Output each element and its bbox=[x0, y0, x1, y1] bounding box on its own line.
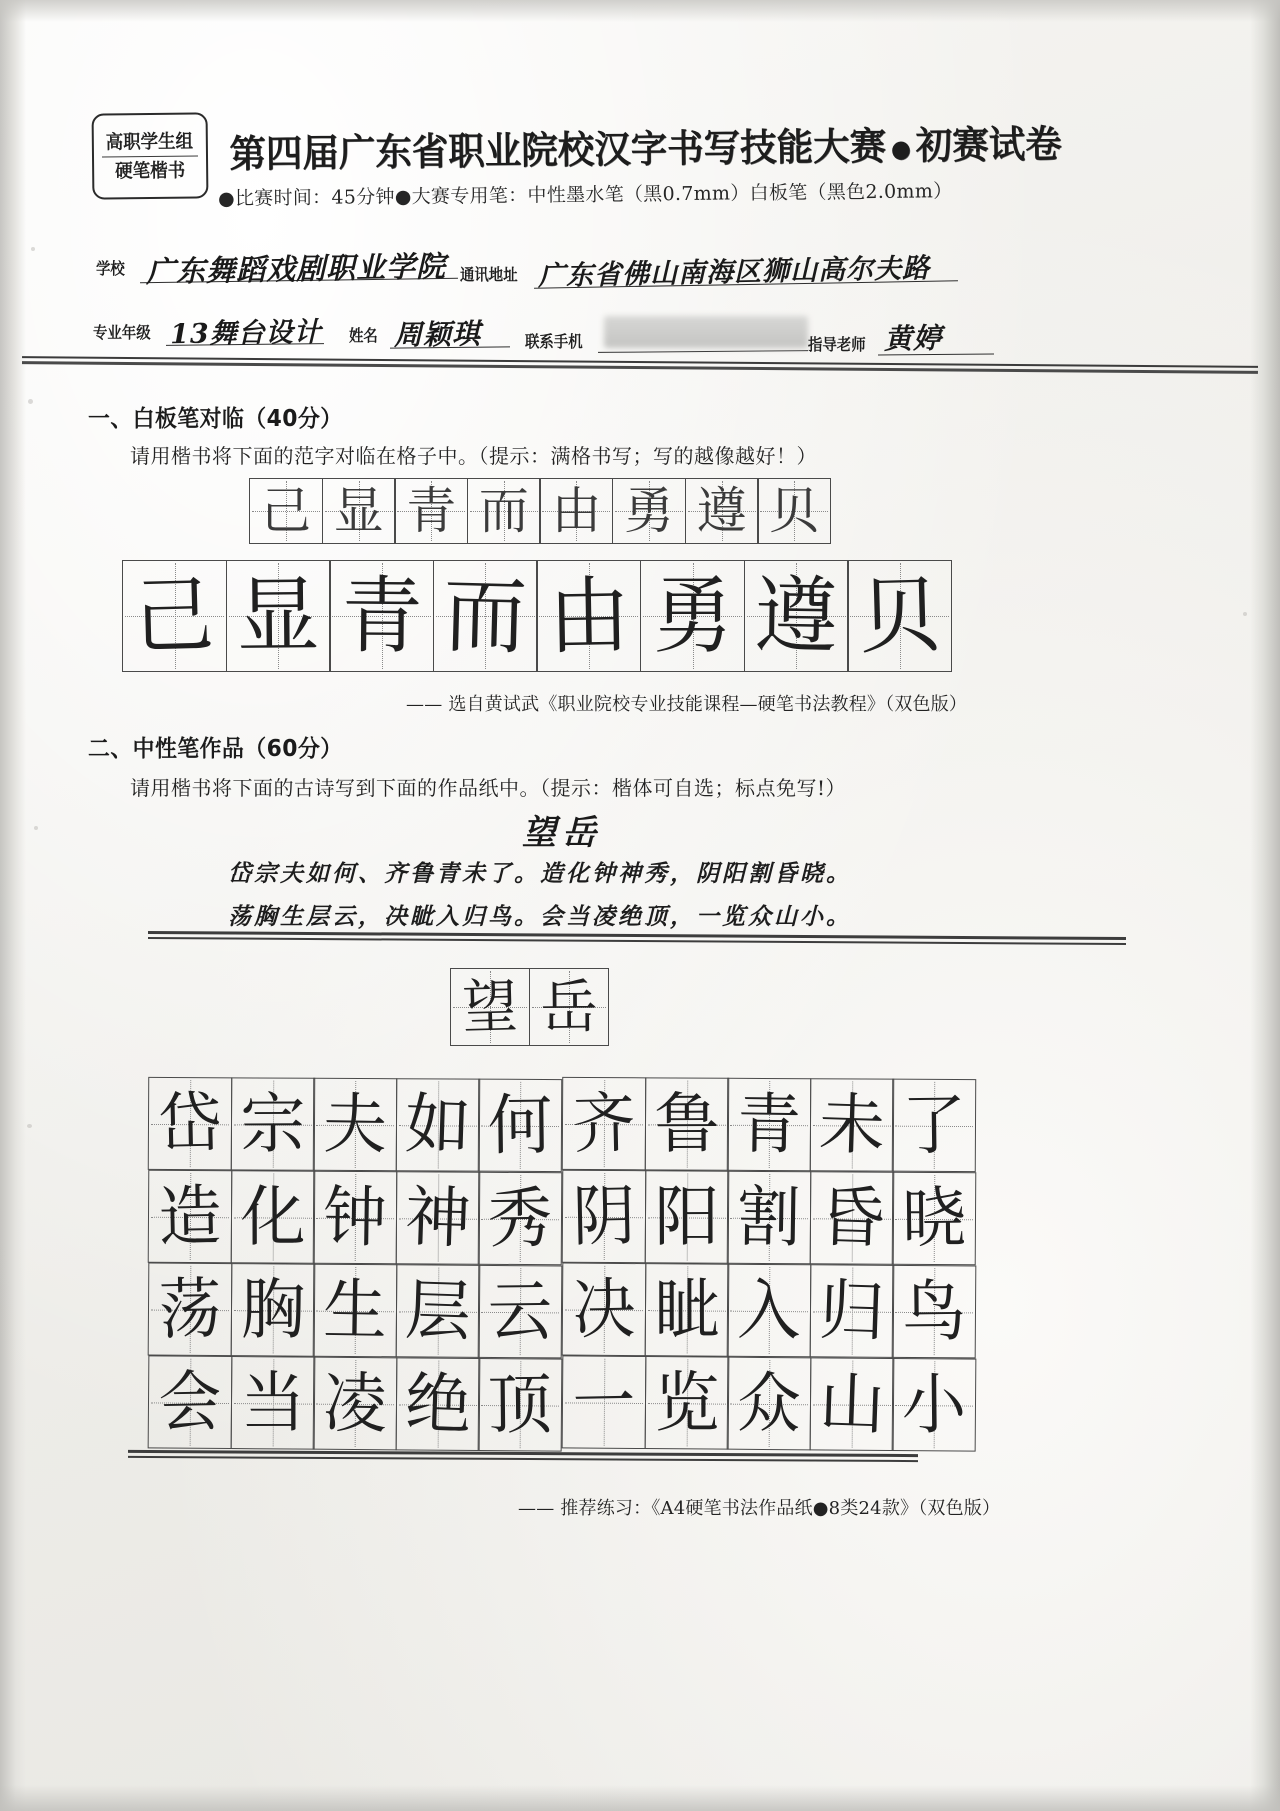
work-char-cell[interactable] bbox=[478, 1079, 562, 1172]
work-char-glyph: 山 bbox=[817, 1364, 887, 1444]
model-char-cell[interactable] bbox=[249, 478, 323, 544]
work-char-cell[interactable] bbox=[396, 1078, 480, 1171]
work-char-glyph: 了 bbox=[901, 1085, 968, 1164]
work-char-cell[interactable] bbox=[644, 1263, 729, 1357]
work-char-glyph: 晓 bbox=[901, 1179, 968, 1257]
work-char-glyph: 眦 bbox=[654, 1270, 720, 1348]
model-char-cell[interactable] bbox=[322, 478, 396, 544]
work-char-glyph: 入 bbox=[736, 1271, 802, 1349]
work-char-glyph: 众 bbox=[736, 1363, 802, 1443]
model-char-glyph: 遵 bbox=[696, 482, 747, 540]
work-char-cell[interactable] bbox=[478, 1265, 563, 1359]
work-char-cell[interactable] bbox=[644, 1356, 729, 1450]
work-char-cell[interactable] bbox=[396, 1264, 481, 1358]
work-char-cell[interactable] bbox=[478, 1358, 563, 1452]
phone-redaction-mask bbox=[604, 316, 808, 348]
work-char-glyph: 鸟 bbox=[901, 1272, 967, 1350]
major-label: 专业年级 bbox=[93, 323, 151, 342]
model-char-cell[interactable] bbox=[394, 478, 468, 544]
practice-char-glyph: 己 bbox=[133, 565, 216, 667]
work-grid-row[interactable] bbox=[148, 1077, 563, 1172]
practice-char-cell[interactable] bbox=[122, 560, 227, 672]
practice-char-cell[interactable] bbox=[744, 560, 849, 672]
header-divider-rule bbox=[22, 356, 1258, 373]
work-char-glyph: 荡 bbox=[157, 1269, 223, 1348]
practice-char-glyph: 勇 bbox=[652, 567, 733, 665]
work-char-glyph: 当 bbox=[240, 1363, 306, 1441]
major-value[interactable]: 13舞台设计 bbox=[169, 316, 322, 351]
work-char-glyph: 化 bbox=[239, 1177, 306, 1256]
page-title bbox=[229, 113, 1062, 178]
work-grid-row[interactable] bbox=[562, 1355, 977, 1451]
work-char-glyph: 览 bbox=[654, 1363, 720, 1441]
work-char-cell[interactable] bbox=[810, 1264, 895, 1358]
work-char-cell[interactable] bbox=[562, 1077, 646, 1170]
teacher-value[interactable]: 黄婷 bbox=[883, 321, 943, 356]
work-char-glyph: 岱 bbox=[157, 1083, 223, 1163]
work-char-cell[interactable] bbox=[230, 1077, 314, 1170]
work-grid-row[interactable] bbox=[148, 1170, 563, 1266]
section-2-attribution: —— 推荐练习：《A4硬笔书法作品纸●8类24款》（双色版） bbox=[518, 1498, 1001, 1519]
address-value[interactable]: 广东省佛山南海区狮山高尔夫路 bbox=[537, 252, 931, 293]
work-title-grid[interactable] bbox=[450, 968, 609, 1046]
work-title-char-glyph: 望 bbox=[461, 972, 519, 1042]
work-char-cell[interactable] bbox=[313, 1264, 398, 1358]
work-char-cell[interactable] bbox=[892, 1172, 977, 1266]
work-char-cell[interactable] bbox=[230, 1356, 315, 1450]
work-char-glyph: 秀 bbox=[487, 1179, 554, 1257]
work-char-cell[interactable] bbox=[809, 1357, 894, 1451]
work-char-cell[interactable] bbox=[810, 1078, 894, 1171]
work-grid-row[interactable] bbox=[562, 1077, 977, 1172]
practice-char-cell[interactable] bbox=[536, 560, 641, 672]
work-char-glyph: 生 bbox=[322, 1271, 388, 1349]
model-char-cell[interactable] bbox=[539, 478, 613, 544]
work-char-cell[interactable] bbox=[148, 1170, 233, 1264]
model-char-grid bbox=[249, 478, 831, 544]
work-grid-row[interactable] bbox=[562, 1170, 977, 1266]
badge-divider bbox=[102, 155, 198, 157]
work-char-cell[interactable] bbox=[148, 1077, 232, 1170]
title-tail-text: 初赛试卷 bbox=[915, 121, 1062, 168]
title-separator-dot: ● bbox=[890, 134, 912, 163]
work-char-cell[interactable] bbox=[562, 1170, 647, 1264]
practice-char-glyph: 贝 bbox=[858, 565, 942, 667]
school-value[interactable]: 广东舞蹈戏剧职业学院 bbox=[145, 249, 447, 289]
practice-char-cell[interactable] bbox=[640, 560, 745, 672]
work-char-cell[interactable] bbox=[727, 1171, 812, 1265]
work-char-cell[interactable] bbox=[313, 1078, 397, 1171]
practice-char-glyph: 青 bbox=[340, 566, 423, 666]
model-char-cell[interactable] bbox=[467, 478, 541, 544]
work-char-glyph: 阳 bbox=[653, 1177, 720, 1256]
work-char-glyph: 阴 bbox=[571, 1176, 637, 1256]
work-char-cell[interactable] bbox=[313, 1357, 398, 1451]
model-char-glyph: 而 bbox=[478, 482, 529, 540]
model-char-glyph: 勇 bbox=[624, 482, 675, 540]
work-char-glyph: 钟 bbox=[322, 1178, 388, 1256]
work-title-char-cell[interactable] bbox=[450, 968, 530, 1046]
work-char-glyph: 割 bbox=[736, 1178, 802, 1256]
work-grid-row[interactable] bbox=[562, 1263, 977, 1359]
model-char-cell[interactable] bbox=[612, 478, 686, 544]
model-char-glyph: 显 bbox=[333, 482, 384, 540]
work-char-glyph: 造 bbox=[157, 1176, 223, 1256]
work-char-glyph: 如 bbox=[403, 1084, 472, 1164]
work-char-cell[interactable] bbox=[478, 1172, 563, 1266]
work-char-cell[interactable] bbox=[727, 1078, 811, 1171]
work-char-glyph: 胸 bbox=[240, 1270, 306, 1348]
model-char-cell[interactable] bbox=[757, 478, 831, 544]
work-char-cell[interactable] bbox=[727, 1357, 812, 1451]
title-main-text: 第四届广东省职业院校汉字书写技能大赛 bbox=[229, 124, 887, 177]
work-grid-row[interactable] bbox=[148, 1263, 563, 1359]
work-char-glyph: 层 bbox=[403, 1271, 473, 1351]
work-char-cell[interactable] bbox=[644, 1077, 728, 1170]
phone-underline bbox=[598, 350, 808, 353]
badge-style-label: 硬笔楷书 bbox=[115, 159, 186, 182]
work-char-cell[interactable] bbox=[892, 1265, 977, 1359]
work-char-glyph: 齐 bbox=[571, 1083, 637, 1163]
work-char-glyph: 夫 bbox=[322, 1085, 388, 1163]
exam-meta-line: ●比赛时间：45分钟●大赛专用笔：中性墨水笔（黑0.7mm）白板笔（黑色2.0mm） bbox=[217, 180, 953, 210]
work-char-glyph: 凌 bbox=[322, 1363, 388, 1443]
name-label: 姓名 bbox=[349, 326, 378, 345]
work-char-glyph: 绝 bbox=[403, 1364, 473, 1444]
work-paper-bottom-rule-2 bbox=[128, 1456, 918, 1462]
work-char-cell[interactable] bbox=[644, 1170, 729, 1264]
work-char-cell[interactable] bbox=[562, 1263, 647, 1357]
poem-line: 岱宗夫如何、齐鲁青未了。造化钟神秀，阴阳割昏晓。 bbox=[228, 860, 852, 887]
work-char-glyph: 归 bbox=[817, 1271, 887, 1351]
practice-char-glyph: 遵 bbox=[753, 566, 839, 666]
practice-char-glyph: 而 bbox=[442, 565, 529, 667]
work-char-cell[interactable] bbox=[727, 1264, 812, 1358]
work-title-char-glyph: 岳 bbox=[539, 972, 598, 1042]
work-char-glyph: 顶 bbox=[487, 1365, 553, 1444]
section-1-attribution: —— 选自黄试武《职业院校专业技能课程—硬笔书法教程》（双色版） bbox=[406, 694, 968, 715]
phone-label: 联系手机 bbox=[525, 332, 583, 351]
practice-char-cell[interactable] bbox=[847, 560, 952, 672]
model-char-glyph: 贝 bbox=[769, 482, 820, 540]
poem-line: 荡胸生层云，决眦入归鸟。会当凌绝顶，一览众山小。 bbox=[228, 903, 852, 930]
work-char-glyph: 云 bbox=[487, 1272, 553, 1350]
category-badge bbox=[92, 112, 209, 199]
work-char-cell[interactable] bbox=[810, 1171, 895, 1265]
badge-group-label: 高职学生组 bbox=[106, 130, 194, 153]
practice-char-glyph: 显 bbox=[236, 566, 320, 666]
work-char-cell[interactable] bbox=[892, 1079, 976, 1172]
model-char-cell[interactable] bbox=[685, 478, 759, 544]
school-label: 学校 bbox=[96, 259, 125, 278]
address-label: 通讯地址 bbox=[460, 265, 518, 284]
work-char-glyph: 神 bbox=[403, 1177, 473, 1258]
work-char-glyph: 一 bbox=[571, 1362, 637, 1441]
section-1-heading: 一、白板笔对临（40分） bbox=[88, 406, 343, 432]
poem-title: 望岳 bbox=[522, 813, 602, 853]
work-char-cell[interactable] bbox=[148, 1263, 233, 1357]
work-char-glyph: 昏 bbox=[817, 1177, 887, 1258]
name-value[interactable]: 周颖琪 bbox=[393, 317, 482, 352]
work-char-glyph: 未 bbox=[817, 1084, 886, 1164]
section-2-instruction: 请用楷书将下面的古诗写到下面的作品纸中。（提示：楷体可自选；标点免写!） bbox=[130, 776, 847, 800]
work-char-glyph: 小 bbox=[901, 1365, 967, 1444]
model-char-glyph: 青 bbox=[406, 482, 457, 540]
practice-char-cell[interactable] bbox=[226, 560, 331, 672]
teacher-label: 指导老师 bbox=[808, 335, 866, 354]
work-char-glyph: 宗 bbox=[239, 1084, 306, 1163]
work-char-cell[interactable] bbox=[396, 1171, 481, 1265]
work-char-glyph: 何 bbox=[487, 1085, 554, 1164]
practice-char-grid[interactable] bbox=[122, 560, 952, 672]
work-char-cell[interactable] bbox=[313, 1171, 398, 1265]
work-char-cell[interactable] bbox=[230, 1170, 315, 1264]
section-1-instruction: 请用楷书将下面的范字对临在格子中。（提示：满格书写；写的越像越好！） bbox=[130, 444, 817, 468]
work-char-cell[interactable] bbox=[562, 1355, 647, 1449]
work-grid-row[interactable] bbox=[148, 1355, 563, 1451]
work-char-cell[interactable] bbox=[892, 1358, 977, 1452]
work-char-glyph: 鲁 bbox=[653, 1084, 720, 1163]
practice-char-cell[interactable] bbox=[329, 560, 434, 672]
work-char-cell[interactable] bbox=[148, 1355, 233, 1449]
practice-char-cell[interactable] bbox=[433, 560, 538, 672]
section-2-heading: 二、中性笔作品（60分） bbox=[88, 736, 343, 762]
work-char-glyph: 会 bbox=[157, 1362, 223, 1441]
model-char-glyph: 由 bbox=[551, 482, 602, 540]
practice-char-glyph: 由 bbox=[547, 566, 631, 666]
work-char-glyph: 青 bbox=[736, 1085, 802, 1163]
model-char-glyph: 己 bbox=[261, 482, 311, 540]
work-title-char-cell[interactable] bbox=[529, 968, 609, 1046]
work-char-glyph: 决 bbox=[571, 1269, 637, 1348]
work-char-cell[interactable] bbox=[395, 1357, 480, 1451]
work-char-cell[interactable] bbox=[230, 1263, 315, 1357]
